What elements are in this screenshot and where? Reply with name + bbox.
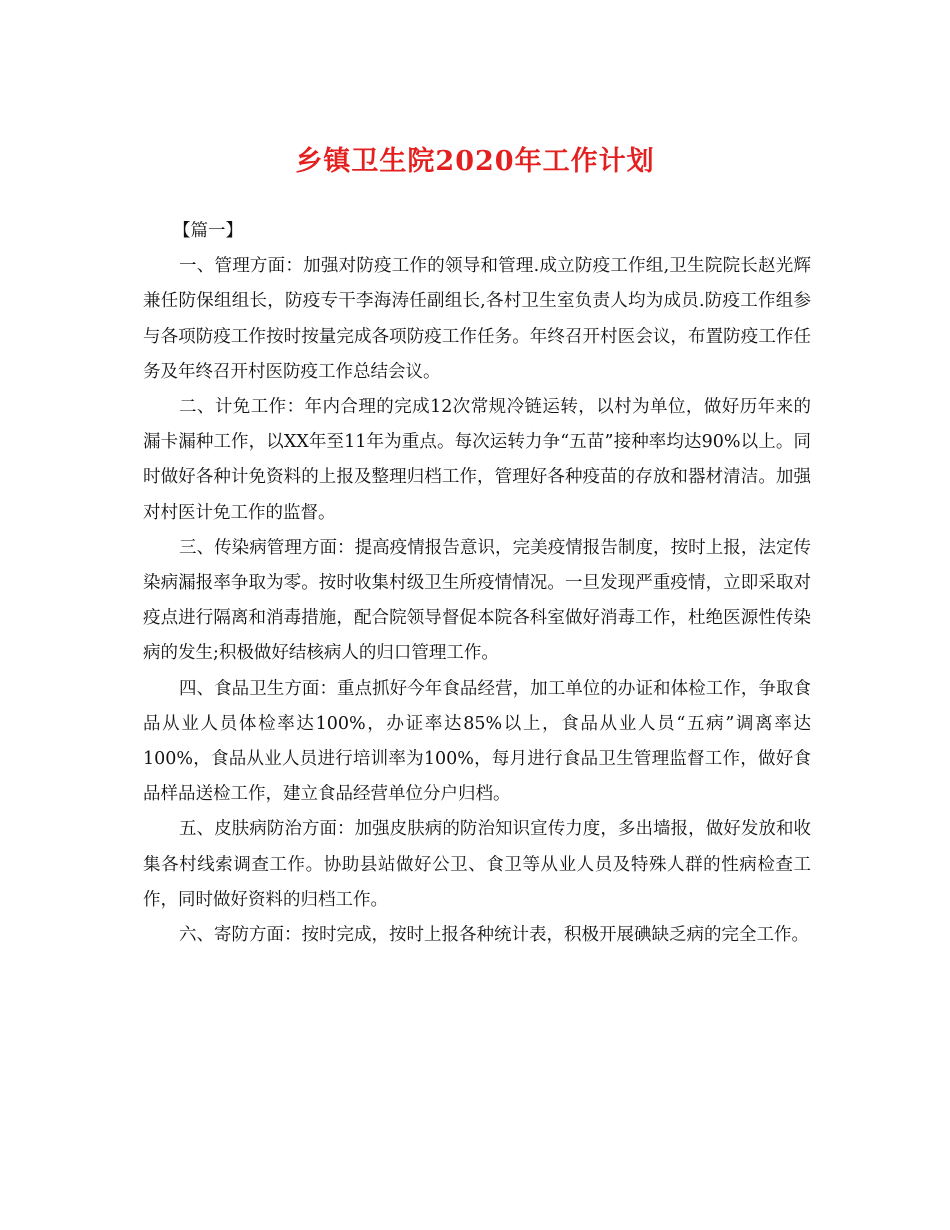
paragraph-food-hygiene: 四、食品卫生方面：重点抓好今年食品经营，加工单位的办证和体检工作，争取食品从业人员体检率达100%，办证率达85%以上，食品从业人员“五病”调离率达100%，食品从业人员进行培训率为100%，每月进行食品卫生管理监督工作，做好食品样品送检工作，建立食品经营单位分户归档。 xyxy=(143,678,811,805)
paragraph-parasite-prevention: 六、寄防方面：按时完成，按时上报各种统计表，积极开展碘缺乏病的完全工作。 xyxy=(179,925,809,946)
paragraph-skin-disease: 五、皮肤病防治方面：加强皮肤病的防治知识宣传力度，多出墙报，做好发放和收集各村线索调查工作。协助县站做好公卫、食卫等从业人员及特殊人群的性病检查工作，同时做好资料的归档工作。 xyxy=(143,819,811,910)
paragraph-infectious-disease: 三、传染病管理方面：提高疫情报告意识，完美疫情报告制度，按时上报，法定传染病漏报率争取为零。按时收集村级卫生所疫情情况。一旦发现严重疫情，立即采取对疫点进行隔离和消毒措施，配合院领导督促本院各科室做好消毒工作，杜绝医源性传染病的发生;积极做好结核病人的归口管理工作。 xyxy=(143,537,811,664)
paragraph-immunization: 二、计免工作：年内合理的完成12次常规冷链运转，以村为单位，做好历年来的漏卡漏种工作，以XX年至11年为重点。每次运转力争“五苗”接种率均达90%以上。同时做好各种计免资料的上报及整理归档工作，管理好各种疫苗的存放和器材清洁。加强对村医计免工作的监督。 xyxy=(143,397,811,523)
document-body xyxy=(143,214,811,953)
document-title: 乡镇卫生院2020年工作计划 xyxy=(295,146,655,177)
section-label: 【篇一】 xyxy=(173,221,243,241)
paragraph-management: 一、管理方面：加强对防疫工作的领导和管理.成立防疫工作组,卫生院院长赵光辉兼任防保组组长，防疫专干李海涛任副组长,各村卫生室负责人均为成员.防疫工作组参与各项防疫工作按时按量完成各项防疫工作任务。年终召开村医会议，布置防疫工作任务及年终召开村医防疫工作总结会议。 xyxy=(143,256,811,382)
